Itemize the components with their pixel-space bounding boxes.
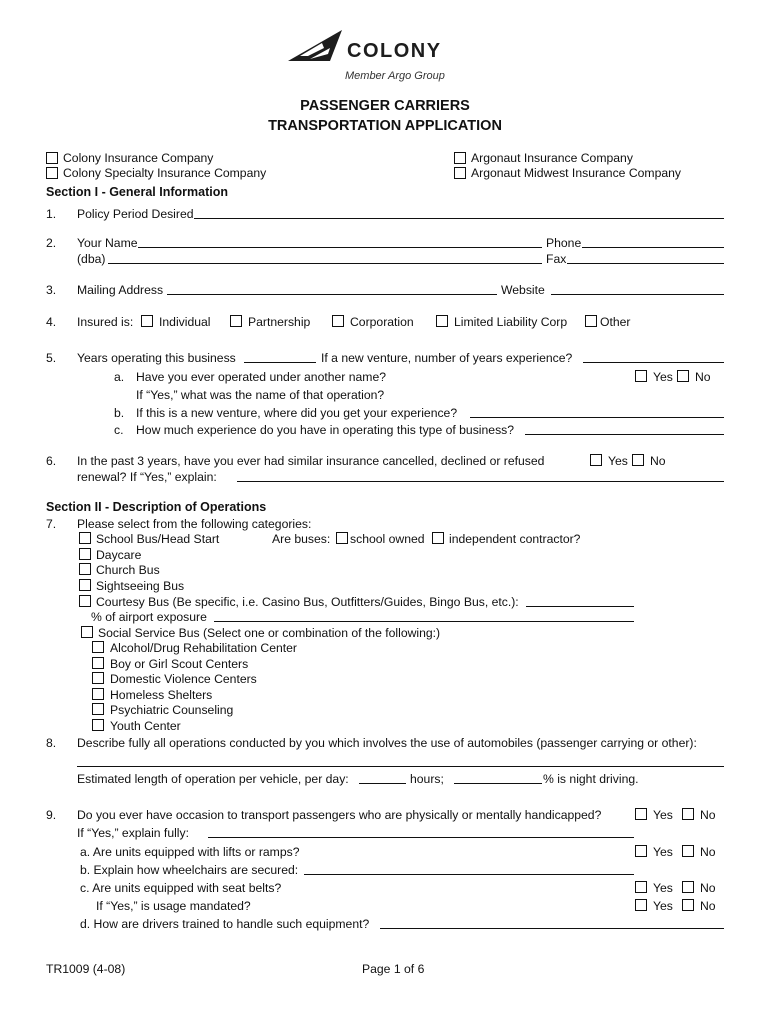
q9c-followup-no-checkbox[interactable] — [682, 899, 694, 911]
company-label: Argonaut Midwest Insurance Company — [471, 166, 682, 180]
page-title: PASSENGER CARRIERS — [300, 98, 470, 114]
q9c-followup-label: If “Yes,” is usage mandated? — [96, 899, 251, 913]
q5b-field[interactable] — [470, 417, 724, 418]
fax-label: Fax — [546, 252, 567, 266]
church-bus-label: Church Bus — [96, 563, 160, 577]
q8-description-field[interactable] — [77, 766, 724, 767]
courtesy-bus-label: Courtesy Bus (Be specific, i.e. Casino Bus, Outfitters/Guides, Bingo Bus, etc.): — [96, 595, 519, 609]
q6-explain-field[interactable] — [237, 481, 724, 482]
q5c-field[interactable] — [525, 434, 724, 435]
page-number: Page 1 of 6 — [362, 962, 425, 976]
q9a-label: a. Are units equipped with lifts or ramps? — [80, 845, 300, 859]
church-bus-checkbox[interactable] — [79, 563, 91, 575]
q8-label: Describe fully all operations conducted by you which involves the use of automobiles (passenger carrying or other): — [77, 736, 697, 750]
airport-label: % of airport exposure — [91, 610, 207, 624]
q9-yes-checkbox[interactable] — [635, 808, 647, 820]
address-field[interactable] — [167, 294, 497, 295]
q6-line2: renewal? If “Yes,” explain: — [77, 470, 217, 484]
q5b-label: If this is a new venture, where did you get your experience? — [136, 406, 458, 420]
q4-number: 4. — [46, 315, 57, 329]
website-field[interactable] — [551, 294, 724, 295]
q7-number: 7. — [46, 517, 57, 531]
individual-checkbox[interactable] — [141, 315, 153, 327]
years-label: Years operating this business — [77, 351, 236, 365]
school-owned-checkbox[interactable] — [336, 532, 348, 544]
social-item-checkbox[interactable] — [92, 657, 104, 669]
school-bus-checkbox[interactable] — [79, 532, 91, 544]
section-2-heading: Section II - Description of Operations — [46, 500, 267, 514]
q9a-no-checkbox[interactable] — [682, 845, 694, 857]
school-bus-label: School Bus/Head Start — [96, 532, 220, 546]
phone-field[interactable] — [582, 247, 724, 248]
fax-field[interactable] — [567, 263, 724, 264]
company-label: Colony Insurance Company — [63, 151, 214, 165]
venture-label: If a new venture, number of years experience? — [321, 351, 573, 365]
section-1-heading: Section I - General Information — [46, 185, 228, 199]
colony-logo-mark — [286, 28, 344, 64]
q5a-no-checkbox[interactable] — [677, 370, 689, 382]
corporation-label: Corporation — [350, 315, 414, 329]
q9a-no-label: No — [700, 845, 716, 859]
phone-label: Phone — [546, 236, 582, 250]
q1-number: 1. — [46, 207, 57, 221]
name-field[interactable] — [138, 247, 542, 248]
name-label: Your Name — [77, 236, 138, 250]
company-checkbox[interactable] — [46, 167, 58, 179]
q9c-followup-yes-label: Yes — [653, 899, 673, 913]
daycare-label: Daycare — [96, 548, 142, 562]
q9-explain-label: If “Yes,” explain fully: — [77, 826, 189, 840]
address-label: Mailing Address — [77, 283, 164, 297]
partnership-checkbox[interactable] — [230, 315, 242, 327]
policy-period-field[interactable] — [194, 218, 724, 219]
independent-checkbox[interactable] — [432, 532, 444, 544]
q9-no-label: No — [700, 808, 716, 822]
q9-no-checkbox[interactable] — [682, 808, 694, 820]
llc-checkbox[interactable] — [436, 315, 448, 327]
social-item-checkbox[interactable] — [92, 719, 104, 731]
q5a-letter: a. — [114, 370, 125, 384]
other-label: Other — [600, 315, 631, 329]
social-item-label: Homeless Shelters — [110, 688, 213, 702]
q9a-yes-checkbox[interactable] — [635, 845, 647, 857]
company-label: Argonaut Insurance Company — [471, 151, 633, 165]
night-driving-label: % is night driving. — [543, 772, 639, 786]
q9d-field[interactable] — [380, 928, 724, 929]
social-item-label: Boy or Girl Scout Centers — [110, 657, 249, 671]
venture-years-field[interactable] — [583, 362, 724, 363]
years-field[interactable] — [244, 362, 316, 363]
are-buses-label: Are buses: — [272, 532, 331, 546]
q9c-yes-label: Yes — [653, 881, 673, 895]
social-item-label: Psychiatric Counseling — [110, 703, 234, 717]
website-label: Website — [501, 283, 545, 297]
llc-label: Limited Liability Corp — [454, 315, 568, 329]
q9-label: Do you ever have occasion to transport passengers who are physically or mentally handicapped? — [77, 808, 602, 822]
social-item-label: Domestic Violence Centers — [110, 672, 257, 686]
sightseeing-checkbox[interactable] — [79, 579, 91, 591]
night-driving-field[interactable] — [454, 783, 542, 784]
company-checkbox[interactable] — [454, 167, 466, 179]
q9c-followup-yes-checkbox[interactable] — [635, 899, 647, 911]
page-subtitle: TRANSPORTATION APPLICATION — [268, 118, 502, 134]
logo-tagline: Member Argo Group — [345, 70, 445, 82]
q5a-no-label: No — [695, 370, 711, 384]
dba-label: (dba) — [77, 252, 106, 266]
q9c-no-label: No — [700, 881, 716, 895]
individual-label: Individual — [159, 315, 211, 329]
q5a-label: Have you ever operated under another name? — [136, 370, 387, 384]
q6-no-checkbox[interactable] — [632, 454, 644, 466]
q5c-label: How much experience do you have in operating this type of business? — [136, 423, 515, 437]
school-owned-label: school owned — [350, 532, 425, 546]
q9c-no-checkbox[interactable] — [682, 881, 694, 893]
q9-explain-field[interactable] — [208, 837, 634, 838]
q9c-yes-checkbox[interactable] — [635, 881, 647, 893]
social-item-checkbox[interactable] — [92, 672, 104, 684]
q5a-yes-checkbox[interactable] — [635, 370, 647, 382]
q8-number: 8. — [46, 736, 57, 750]
hours-field[interactable] — [359, 783, 406, 784]
q7-label: Please select from the following categories: — [77, 517, 312, 531]
q6-yes-label: Yes — [608, 454, 628, 468]
q9a-yes-label: Yes — [653, 845, 673, 859]
q9b-label: b. Explain how wheelchairs are secured: — [80, 863, 299, 877]
q9c-label: c. Are units equipped with seat belts? — [80, 881, 282, 895]
hours-label: hours; — [410, 772, 444, 786]
dba-field[interactable] — [108, 263, 542, 264]
q3-number: 3. — [46, 283, 57, 297]
social-service-checkbox[interactable] — [81, 626, 93, 638]
corporation-checkbox[interactable] — [332, 315, 344, 327]
form-id: TR1009 (4-08) — [46, 962, 126, 976]
company-label: Colony Specialty Insurance Company — [63, 166, 267, 180]
q5c-letter: c. — [114, 423, 124, 437]
company-checkbox[interactable] — [46, 152, 58, 164]
daycare-checkbox[interactable] — [79, 548, 91, 560]
social-service-label: Social Service Bus (Select one or combination of the following:) — [98, 626, 441, 640]
q6-no-label: No — [650, 454, 666, 468]
q2-number: 2. — [46, 236, 57, 250]
q6-yes-checkbox[interactable] — [590, 454, 602, 466]
social-item-checkbox[interactable] — [92, 703, 104, 715]
partnership-label: Partnership — [248, 315, 311, 329]
social-item-checkbox[interactable] — [92, 688, 104, 700]
airport-field[interactable] — [214, 621, 634, 622]
q9d-label: d. How are drivers trained to handle such equipment? — [80, 917, 370, 931]
q6-number: 6. — [46, 454, 57, 468]
courtesy-bus-checkbox[interactable] — [79, 595, 91, 607]
q9b-field[interactable] — [304, 874, 634, 875]
q5a-followup: If “Yes,” what was the name of that operation? — [136, 388, 385, 402]
independent-label: independent contractor? — [449, 532, 581, 546]
q5-number: 5. — [46, 351, 57, 365]
social-item-checkbox[interactable] — [92, 641, 104, 653]
social-item-label: Youth Center — [110, 719, 181, 733]
q1-label: Policy Period Desired — [77, 207, 194, 221]
estimated-length-label: Estimated length of operation per vehicle, per day: — [77, 772, 349, 786]
sightseeing-label: Sightseeing Bus — [96, 579, 185, 593]
courtesy-bus-field[interactable] — [526, 606, 634, 607]
q6-line1: In the past 3 years, have you ever had similar insurance cancelled, declined or refused — [77, 454, 545, 468]
q5b-letter: b. — [114, 406, 125, 420]
q9-number: 9. — [46, 808, 57, 822]
q9c-followup-no-label: No — [700, 899, 716, 913]
q5a-yes-label: Yes — [653, 370, 673, 384]
other-checkbox[interactable] — [585, 315, 597, 327]
insured-label: Insured is: — [77, 315, 134, 329]
q9-yes-label: Yes — [653, 808, 673, 822]
company-checkbox[interactable] — [454, 152, 466, 164]
logo-name: COLONY — [347, 40, 442, 62]
social-item-label: Alcohol/Drug Rehabilitation Center — [110, 641, 297, 655]
